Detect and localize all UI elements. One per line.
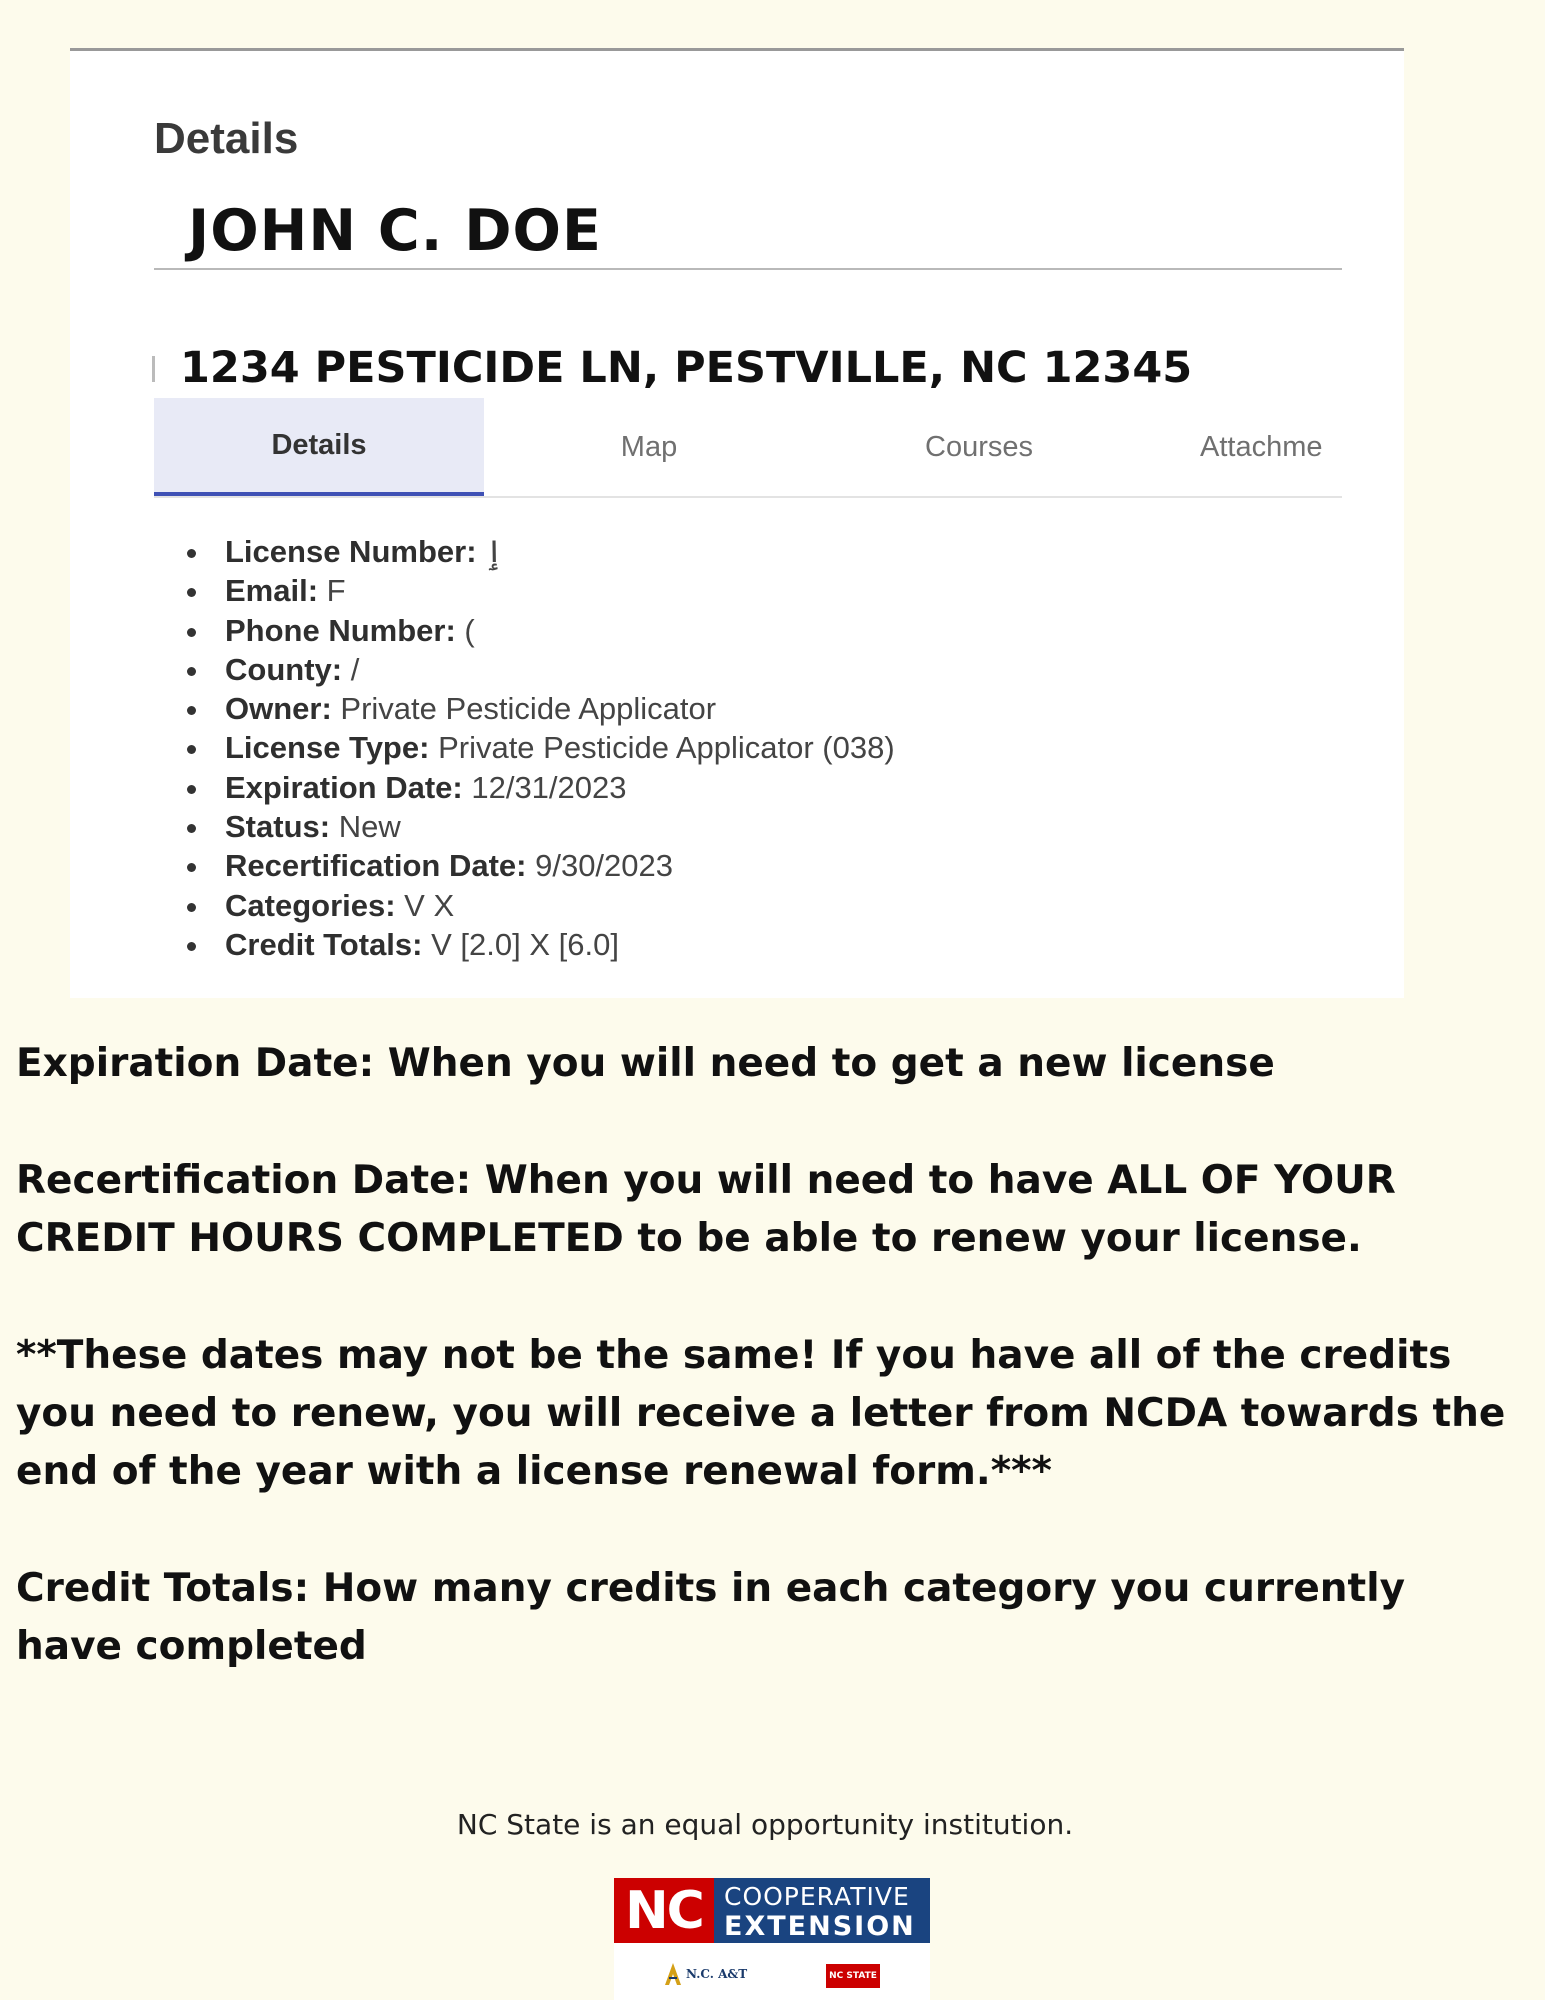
nc-cooperative-extension-logo — [614, 1878, 930, 2000]
detail-expiration-date — [185, 768, 895, 807]
detail-value: V X — [404, 887, 455, 923]
detail-key: Owner: — [225, 691, 332, 727]
detail-categories — [185, 886, 895, 925]
tab-details[interactable]: Details — [154, 398, 484, 496]
ncat-logo — [664, 1962, 747, 1986]
aggie-icon — [664, 1962, 682, 1986]
detail-key: Recertification Date: — [225, 848, 527, 884]
detail-status — [185, 807, 895, 846]
detail-email — [185, 571, 895, 610]
tab-map[interactable]: Map — [620, 430, 678, 463]
detail-phone-number — [185, 611, 895, 650]
detail-credit-totals — [185, 925, 895, 964]
license-details-list — [185, 532, 895, 964]
detail-value: 9/30/2023 — [535, 848, 674, 884]
detail-value: ٳ — [485, 534, 504, 569]
card-heading: Details — [154, 114, 299, 163]
details-card — [70, 48, 1404, 998]
explanation-text — [16, 1035, 1516, 1735]
detail-value: Private Pesticide Applicator — [340, 691, 717, 727]
detail-value: 12/31/2023 — [471, 769, 627, 805]
detail-county — [185, 650, 895, 689]
logo-nc-mark: NC — [614, 1878, 714, 1943]
explain-expiration-date: Expiration Date: When you will need to get a new license — [16, 1041, 1275, 1086]
explain-dates-note: **These dates may not be the same! If you have all of the credits you need to renew, you will receive a letter from NCDA towards the end of the year with a license renewal form.*** — [16, 1333, 1506, 1494]
detail-value: New — [338, 809, 401, 845]
name-divider — [154, 268, 1342, 270]
detail-recertification-date — [185, 846, 895, 885]
detail-key: Categories: — [225, 887, 396, 923]
detail-key: Credit Totals: — [225, 926, 423, 962]
ncstate-logo: NC STATE — [826, 1964, 880, 1988]
address-edge-mark — [152, 356, 155, 382]
logo-line-cooperative: COOPERATIVE — [724, 1882, 910, 1911]
ncat-logo-text: N.C. A&T — [686, 1967, 748, 1981]
card-top-border — [70, 48, 1404, 51]
detail-value: ( — [464, 612, 475, 648]
detail-key: License Number: — [225, 534, 477, 569]
explain-credit-totals: Credit Totals: How many credits in each category you currently have completed — [16, 1566, 1405, 1669]
detail-license-type — [185, 728, 895, 767]
licensee-address: 1234 PESTICIDE LN, PESTVILLE, NC 12345 — [180, 343, 1193, 393]
licensee-name: JOHN C. DOE — [188, 198, 602, 264]
logo-extension-block — [714, 1878, 930, 1943]
detail-key: Email: — [225, 573, 319, 609]
tab-bar — [154, 398, 1342, 498]
detail-key: Phone Number: — [225, 612, 456, 648]
detail-key: Expiration Date: — [225, 769, 463, 805]
detail-value: Private Pesticide Applicator (038) — [438, 730, 895, 766]
detail-value: V [2.0] X [6.0] — [431, 926, 619, 962]
tab-courses[interactable]: Courses — [925, 430, 1033, 463]
detail-license-number — [185, 532, 895, 571]
detail-key: Status: — [225, 809, 331, 845]
detail-owner — [185, 689, 895, 728]
detail-value: / — [350, 651, 360, 687]
logo-line-extension: EXTENSION — [724, 1911, 916, 1942]
explain-recertification-date: Recertification Date: When you will need to have ALL OF YOUR CREDIT HOURS COMPLETED to be able to renew your license. — [16, 1158, 1396, 1261]
detail-value: F — [326, 573, 346, 609]
detail-key: License Type: — [225, 730, 430, 766]
tab-attachments[interactable]: Attachme — [1200, 430, 1323, 463]
equal-opportunity-note: NC State is an equal opportunity institution. — [456, 1808, 1074, 1841]
detail-key: County: — [225, 651, 343, 687]
